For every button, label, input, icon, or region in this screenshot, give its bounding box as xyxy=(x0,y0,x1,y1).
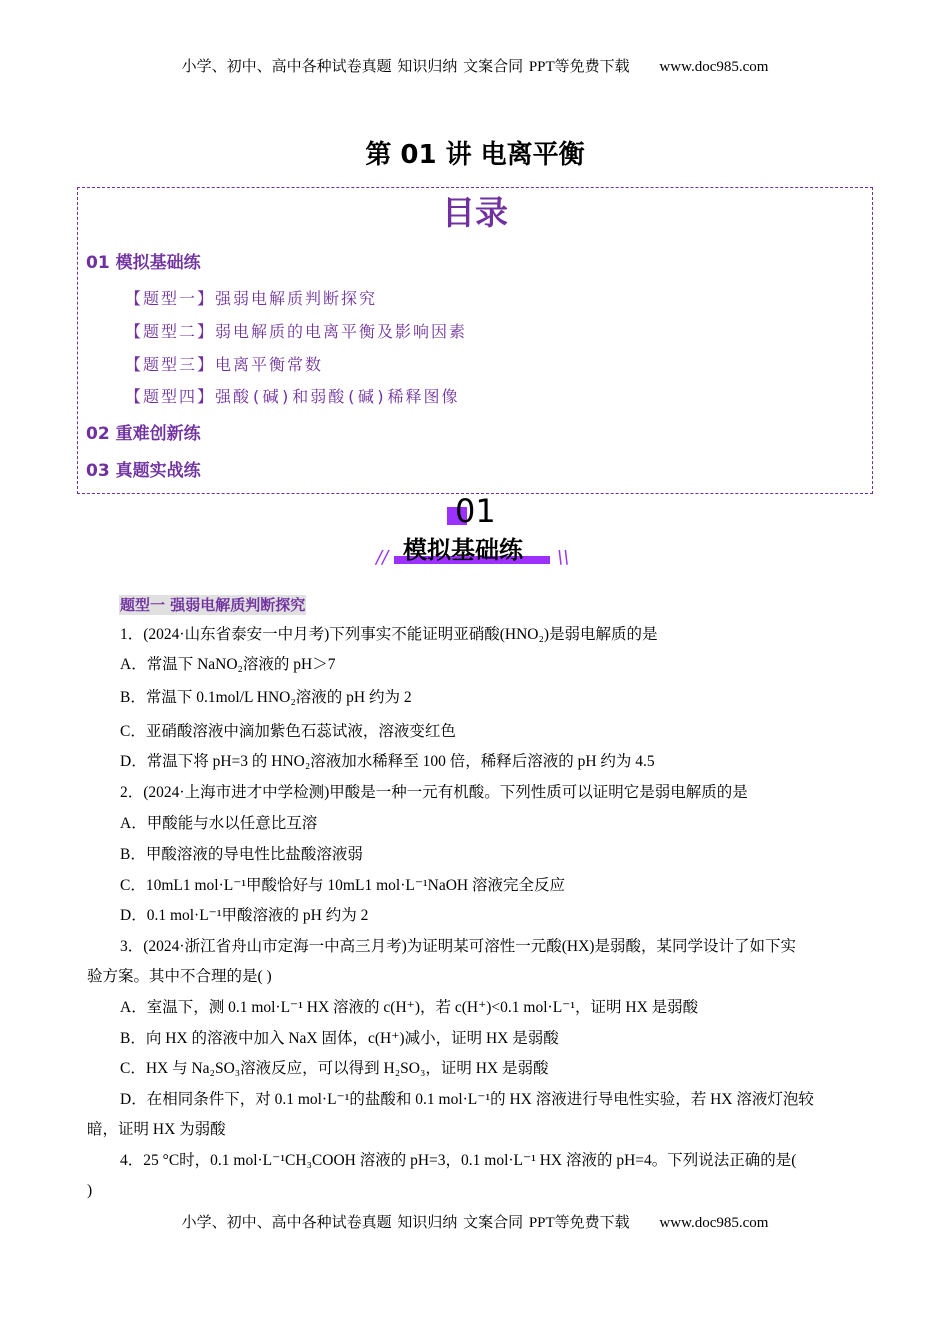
banner-label: 模拟基础练 xyxy=(403,536,523,564)
toc-sub-1[interactable]: 【题型一】强弱电解质判断探究 xyxy=(125,289,378,308)
question-4: 4．25 °C时，0.1 mol·L⁻¹CH₃COOH 溶液的 pH=3，0.1 mol·L⁻¹ HX 溶液的 pH=4。下列说法正确的是( xyxy=(120,1152,797,1169)
option-2a: A．甲酸能与水以任意比互溶 xyxy=(120,815,318,832)
option-1c: C．亚硝酸溶液中滴加紫色石蕊试液，溶液变红色 xyxy=(120,723,456,740)
option-1a: A．常温下 NaNO₂溶液的 pH＞7 xyxy=(120,656,336,673)
toc-sub-2[interactable]: 【题型二】弱电解质的电离平衡及影响因素 xyxy=(125,322,468,341)
header-url[interactable]: www.doc985.com xyxy=(659,59,769,75)
footer-text: 小学、初中、高中各种试卷真题 知识归纳 文案合同 PPT等免费下载 xyxy=(181,1215,630,1231)
page-footer xyxy=(0,1213,950,1233)
banner-slash-right-icon: \\ xyxy=(557,547,570,568)
header-text: 小学、初中、高中各种试卷真题 知识归纳 文案合同 PPT等免费下载 xyxy=(181,59,630,75)
question-3: 3．(2024·浙江省舟山市定海一中高三月考)为证明某可溶性一元酸(HX)是弱酸，某同学设计了如下实 xyxy=(120,938,796,955)
toc-title: 目录 xyxy=(442,193,508,232)
toc-section-1[interactable]: 01 模拟基础练 xyxy=(86,253,201,273)
option-2d: D．0.1 mol·L⁻¹甲酸溶液的 pH 约为 2 xyxy=(120,907,369,924)
option-2b: B．甲酸溶液的导电性比盐酸溶液弱 xyxy=(120,846,363,863)
toc-sub-3[interactable]: 【题型三】电离平衡常数 xyxy=(125,355,324,374)
banner-number: 01 xyxy=(455,492,496,530)
question-3-cont: 验方案。其中不合理的是( ) xyxy=(87,968,272,985)
option-3a: A．室温下，测 0.1 mol·L⁻¹ HX 溶液的 c(H⁺)，若 c(H⁺)<0.1 mol·L⁻¹，证明 HX 是弱酸 xyxy=(120,999,699,1016)
question-1: 1．(2024·山东省泰安一中月考)下列事实不能证明亚硝酸(HNO₂)是弱电解质的是 xyxy=(120,626,658,643)
option-3c: C．HX 与 Na₂SO₃溶液反应，可以得到 H₂SO₃，证明 HX 是弱酸 xyxy=(120,1060,549,1077)
page-header xyxy=(0,57,950,77)
toc-section-2[interactable]: 02 重难创新练 xyxy=(86,424,201,444)
option-3d: D．在相同条件下，对 0.1 mol·L⁻¹的盐酸和 0.1 mol·L⁻¹的 HX 溶液进行导电性实验，若 HX 溶液灯泡较 xyxy=(120,1091,814,1108)
question-2: 2．(2024·上海市进才中学检测)甲酸是一种一元有机酸。下列性质可以证明它是弱电解质的是 xyxy=(120,784,748,801)
question-4-cont: ) xyxy=(87,1182,93,1199)
option-3d-cont: 暗，证明 HX 为弱酸 xyxy=(87,1121,226,1138)
footer-url[interactable]: www.doc985.com xyxy=(659,1215,769,1231)
question-type-heading: 题型一 强弱电解质判断探究 xyxy=(120,596,306,614)
option-2c: C．10mL1 mol·L⁻¹甲酸恰好与 10mL1 mol·L⁻¹NaOH 溶液完全反应 xyxy=(120,877,565,894)
toc-sub-4[interactable]: 【题型四】强酸(碱)和弱酸(碱)稀释图像 xyxy=(125,387,460,406)
page-title: 第 01 讲 电离平衡 xyxy=(365,140,585,170)
option-1b: B．常温下 0.1mol/L HNO₂溶液的 pH 约为 2 xyxy=(120,689,412,706)
banner-slash-left-icon: // xyxy=(376,547,389,568)
option-3b: B．向 HX 的溶液中加入 NaX 固体，c(H⁺)减小，证明 HX 是弱酸 xyxy=(120,1030,559,1047)
option-1d: D．常温下将 pH=3 的 HNO₂溶液加水稀释至 100 倍，稀释后溶液的 pH 约为 4.5 xyxy=(120,753,655,770)
toc-section-3[interactable]: 03 真题实战练 xyxy=(86,461,201,481)
